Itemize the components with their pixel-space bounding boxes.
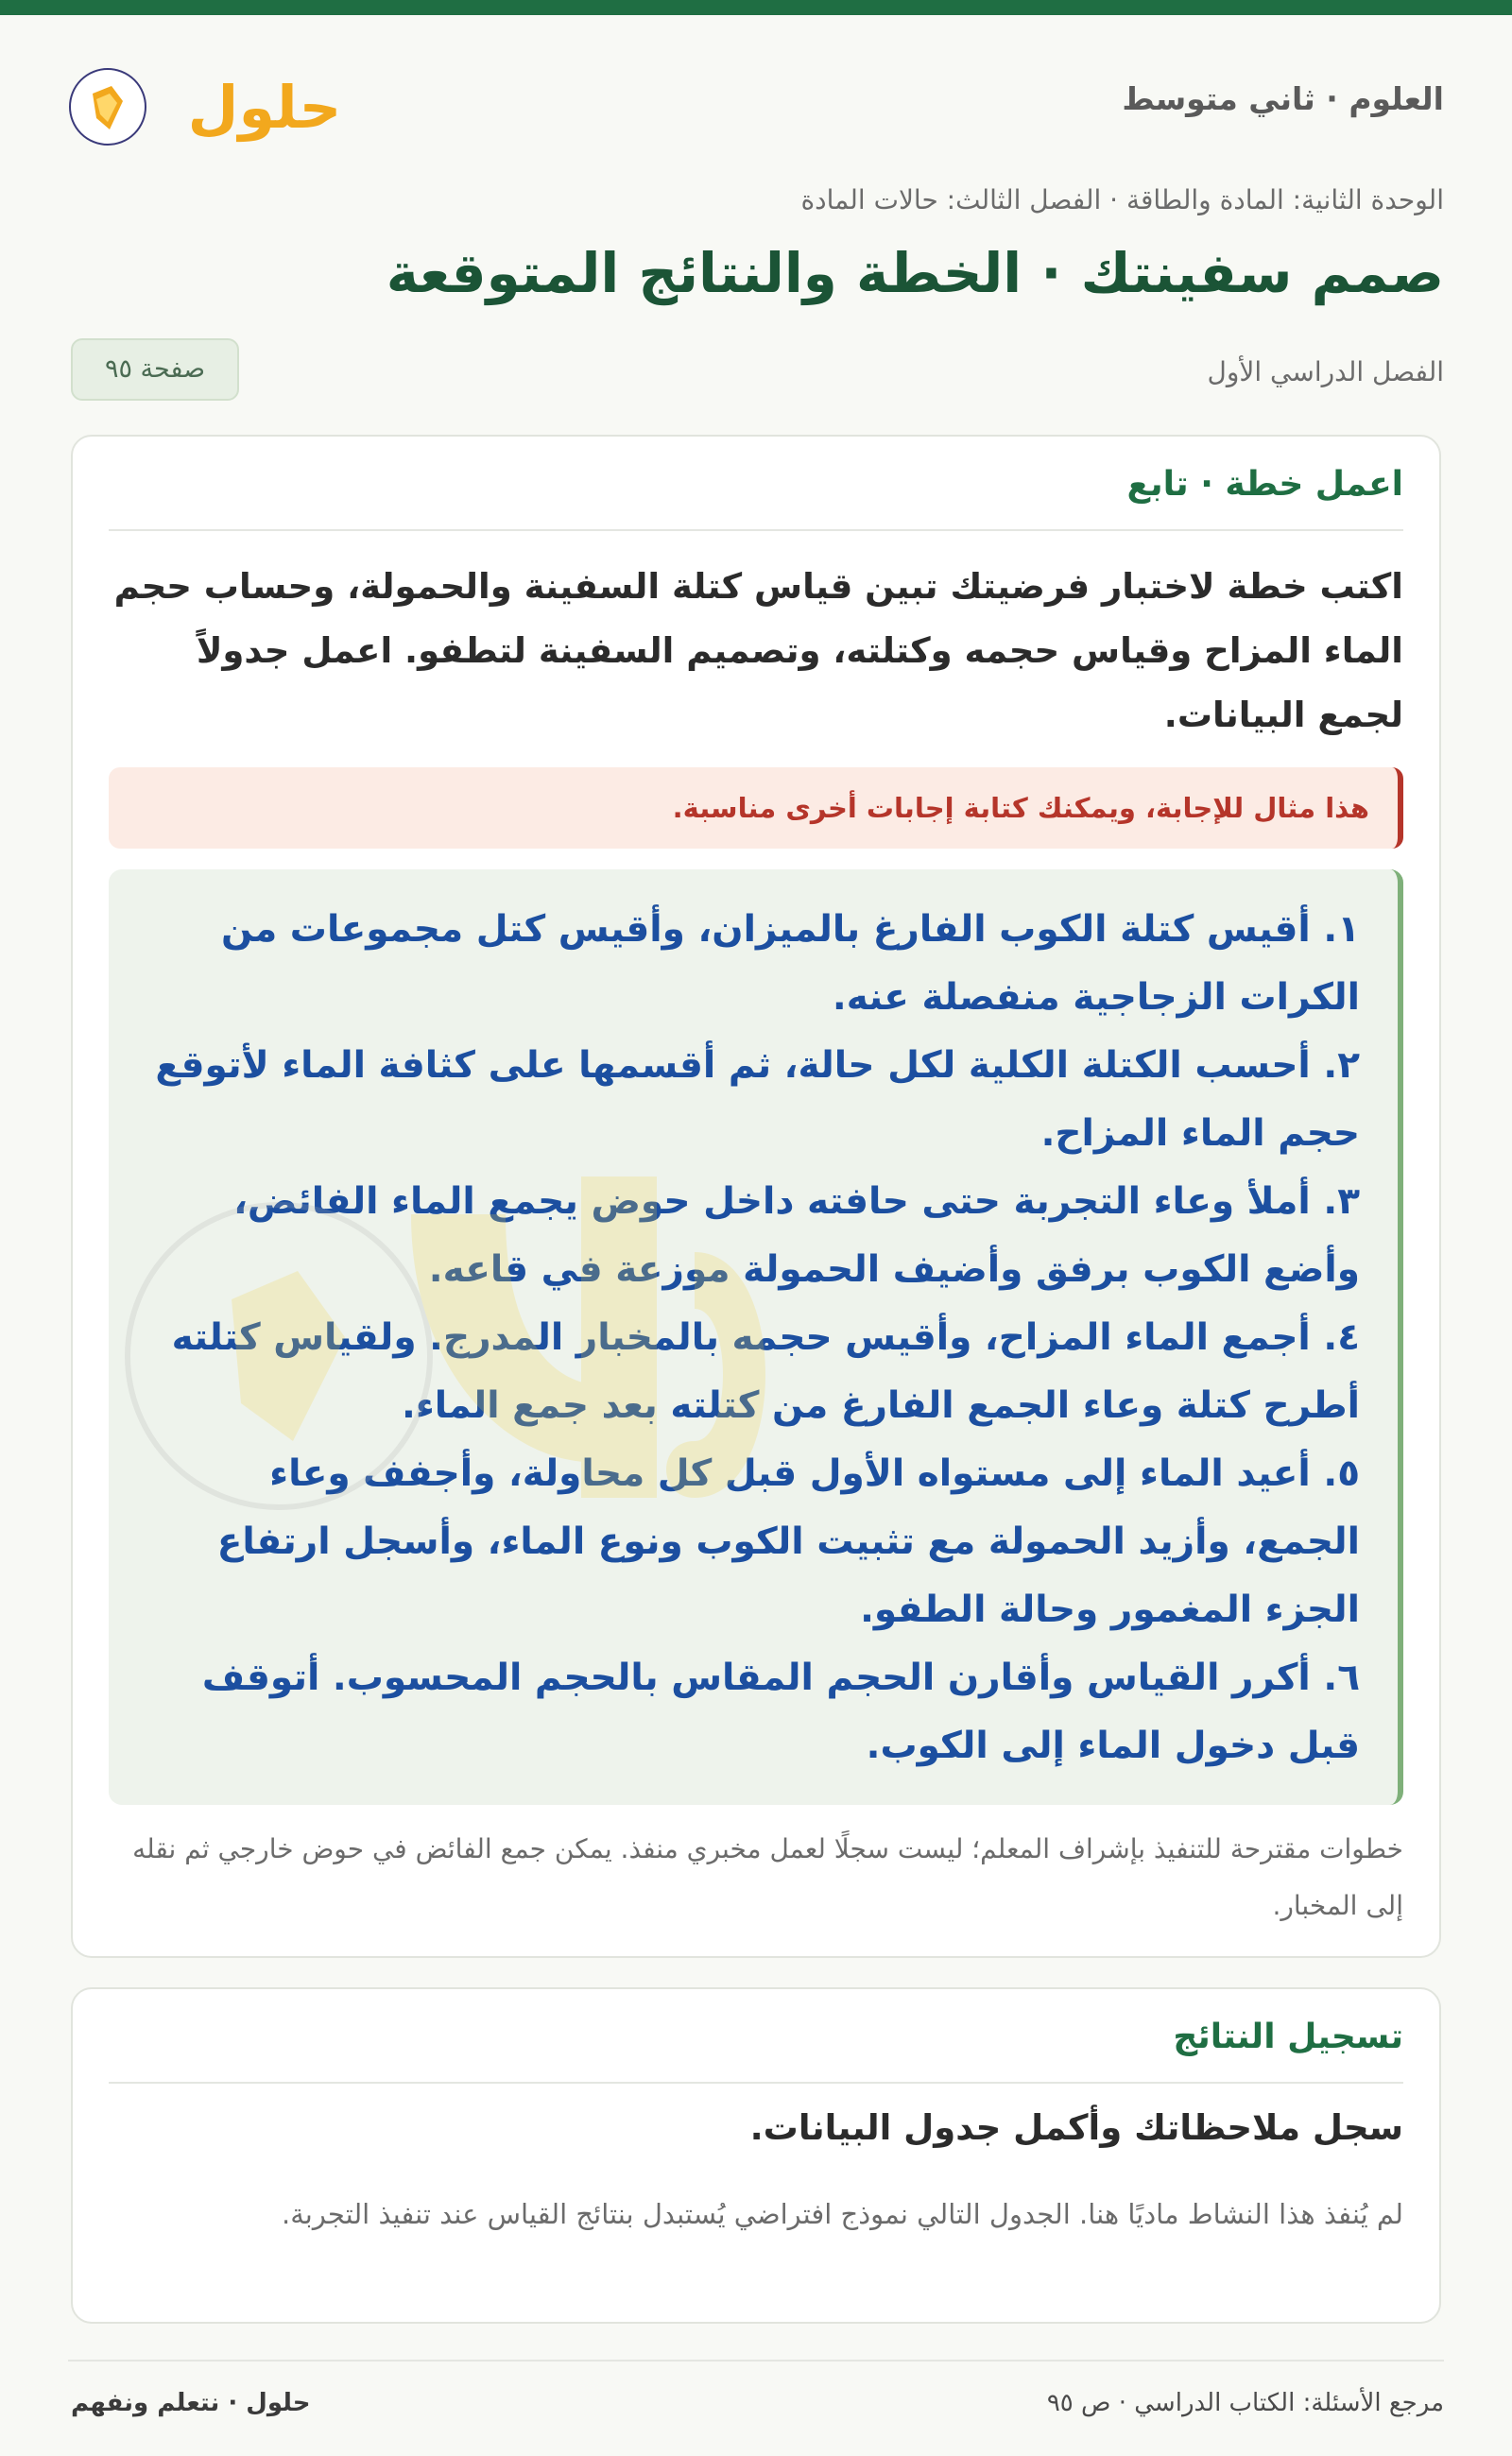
results-card [71, 1987, 1441, 2324]
logo-text: حلول [187, 73, 342, 142]
footer-divider [68, 2360, 1444, 2362]
answer-step: ٦. أكرر القياس وأقارن الحجم المقاس بالحجم المحسوب. أتوقف قبل دخول الماء إلى الكوب. [201, 1657, 1360, 1767]
top-accent-bar [0, 0, 1512, 15]
plan-note: خطوات مقترحة للتنفيذ بإشراف المعلم؛ ليست سجلًا لعمل مخبري منفذ. يمكن جمع الفائض في حوض خارجي ثم نقله إلى المخبار. [132, 1833, 1403, 1921]
subject-title: العلوم · ثاني متوسط [1122, 80, 1444, 117]
results-note: لم يُنفذ هذا النشاط ماديًا هنا. الجدول التالي نموذج افتراضي يُستبدل بنتائج القياس عند تنفيذ التجربة. [282, 2198, 1403, 2230]
plan-question: اكتب خطة لاختبار فرضيتك تبين قياس كتلة السفينة والحمولة، وحساب حجم الماء المزاح وقياس حجمه وكتلته، وتصميم السفينة لتطفو. اعمل جدولاً لجمع البيانات. [113, 566, 1403, 735]
breadcrumb: الوحدة الثانية: المادة والطاقة · الفصل الثالث: حالات المادة [800, 184, 1444, 215]
page-title: صمم سفينتك · الخطة والنتائج المتوقعة [386, 241, 1444, 305]
sample-answer-notice: هذا مثال للإجابة، ويمكنك كتابة إجابات أخرى مناسبة. [109, 767, 1403, 849]
results-question: سجل ملاحظاتك وأكمل جدول البيانات. [749, 2107, 1403, 2148]
answer-step: ١. أقيس كتلة الكوب الفارغ بالميزان، وأقيس كتل مجموعات من الكرات الزجاجية منفصلة عنه. [220, 908, 1360, 1019]
footer-brand[interactable]: حلول · نتعلم ونفهم [71, 2389, 311, 2417]
hulul-logo[interactable] [68, 52, 342, 156]
page-number-badge: صفحة ٩٥ [71, 338, 239, 401]
semester-label: الفصل الدراسي الأول [1207, 356, 1444, 387]
plan-card [71, 435, 1441, 1958]
answer-step: ٢. أحسب الكتلة الكلية لكل حالة، ثم أقسمها على كثافة الماء لأتوقع حجم الماء المزاح. [155, 1044, 1360, 1155]
answer-box [109, 869, 1403, 1805]
answer-step: ٤. أجمع الماء المزاح، وأقيس حجمه بالمخبار المدرج. ولقياس كتلته أطرح كتلة وعاء الجمع الفارغ من كتلته بعد جمع الماء. [171, 1316, 1360, 1427]
plan-card-title: اعمل خطة · تابع [109, 465, 1403, 531]
results-card-title: تسجيل النتائج [109, 2018, 1403, 2084]
footer-reference: مرجع الأسئلة: الكتاب الدراسي · ص ٩٥ [1046, 2389, 1444, 2417]
page-header [68, 52, 1444, 165]
answer-step: ٣. أملأ وعاء التجربة حتى حافته داخل حوض يجمع الماء الفائض، وأضع الكوب برفق وأضيف الحمولة موزعة في قاعه. [233, 1180, 1360, 1291]
answer-step: ٥. أعيد الماء إلى مستواه الأول قبل كل محاولة، وأجفف وعاء الجمع، وأزيد الحمولة مع تثبيت الكوب ونوع الماء، وأسجل ارتفاع الجزء المغمور وحالة الطفو. [216, 1452, 1360, 1631]
